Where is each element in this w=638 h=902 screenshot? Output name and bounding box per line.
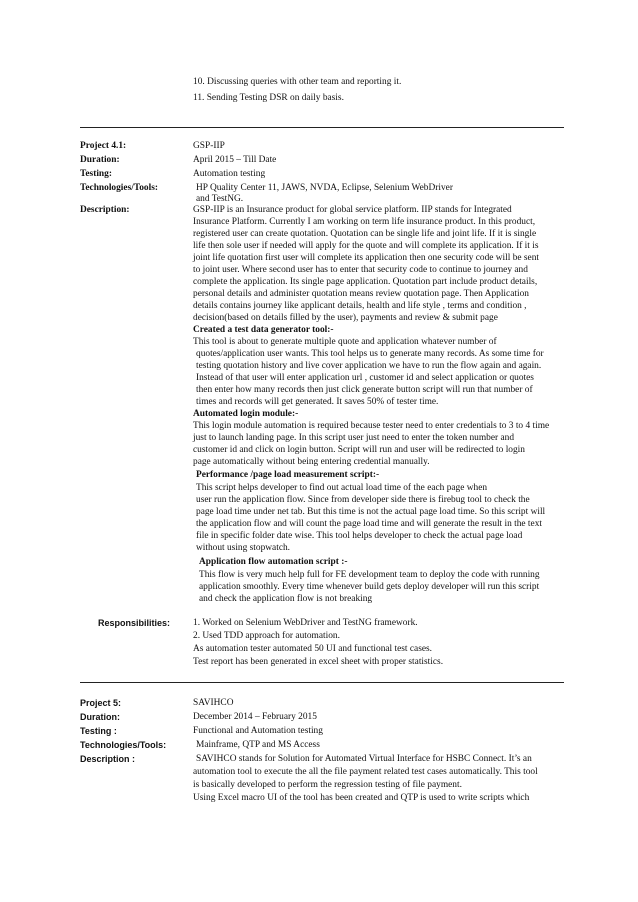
section-divider xyxy=(80,127,564,128)
description-line: automation tool to execute the all the file payment related test cases automatically. This tool xyxy=(193,767,538,777)
tool-data-line: times and records will get generated. It saves 50% of tester time. xyxy=(196,397,439,407)
project-label: Project 4.1: xyxy=(80,141,127,151)
description-line: details contains journey like applicant details, health and life style , terms and condition , xyxy=(193,301,527,311)
login-line: page automatically without being entering credential manually. xyxy=(193,457,430,467)
duration-label: Duration: xyxy=(80,712,120,722)
duration-label: Duration: xyxy=(80,155,120,165)
description-label: Description : xyxy=(80,754,136,764)
description-line: GSP-IIP is an Insurance product for global service platform. IIP stands for Integrated xyxy=(193,205,512,215)
duration-value: April 2015 – Till Date xyxy=(193,155,277,165)
intro-line: 10. Discussing queries with other team and reporting it. xyxy=(193,77,402,87)
project-name: SAVIHCO xyxy=(193,698,234,708)
testing-value: Functional and Automation testing xyxy=(193,726,323,736)
description-line: decision(based on details filled by the user), payments and review & submit page xyxy=(193,313,498,323)
description-line: joint life quotation first user will complete its application then one security code will be sent xyxy=(193,253,540,263)
description-line: Using Excel macro UI of the tool has been created and QTP is used to write scripts which xyxy=(193,793,530,803)
description-line: registered user can create quotation. Quotation can be single life and joint life. If it is single xyxy=(193,229,537,239)
responsibilities-label: Responsibilities: xyxy=(98,618,171,628)
perf-line: without using stopwatch. xyxy=(196,543,291,553)
login-heading: Automated login module:- xyxy=(193,409,299,419)
flow-line: and check the application flow is not breaking xyxy=(199,594,373,604)
perf-line: file in specific folder date wise. This tool helps developer to check the actual page load xyxy=(196,531,523,541)
testing-label: Testing : xyxy=(80,726,117,736)
technologies-value: and TestNG. xyxy=(196,194,244,204)
description-line: to joint user. Where second user has to enter that security code to continue to journey and xyxy=(193,265,528,275)
technologies-value: Mainframe, QTP and MS Access xyxy=(196,740,320,750)
technologies-value: HP Quality Center 11, JAWS, NVDA, Eclipse, Selenium WebDriver xyxy=(196,183,453,193)
tool-data-line: testing quotation history and live cover application we have to run the flow again and again. xyxy=(196,361,542,371)
login-line: just to launch landing page. In this script user just need to enter the token number and xyxy=(193,433,515,443)
tool-data-line: Instead of that user will enter application url , customer id and select application or quotes xyxy=(196,373,534,383)
responsibility-item: Test report has been generated in excel sheet with proper statistics. xyxy=(193,657,444,667)
perf-line: page load time under net tab. But this time is not the actual page load time. So this script will xyxy=(196,507,546,517)
responsibility-item: As automation tester automated 50 UI and functional test cases. xyxy=(193,644,432,654)
flow-line: This flow is very much help full for FE development team to deploy the code with running xyxy=(199,570,540,580)
testing-label: Testing: xyxy=(80,169,112,179)
flow-line: application smoothly. Every time whenever build gets deploy developer will run this script xyxy=(199,582,540,592)
description-line: personal details and administer quotation means review quotation page. Then Application xyxy=(193,289,529,299)
tool-data-line: This tool is about to generate multiple quote and application whatever number of xyxy=(193,337,497,347)
perf-line: user run the application flow. Since from developer side there is firebug tool to check the xyxy=(196,495,530,505)
technologies-label: Technologies/Tools: xyxy=(80,183,158,193)
project-label: Project 5: xyxy=(80,698,122,708)
description-line: complete the application. Its single page application. Quotation part include product details, xyxy=(193,277,538,287)
perf-heading: Performance /page load measurement script:- xyxy=(196,470,380,480)
project-name: GSP-IIP xyxy=(193,141,225,151)
login-line: customer id and click on login button. Script will run and user will be redirected to login xyxy=(193,445,525,455)
description-line: SAVIHCO stands for Solution for Automated Virtual Interface for HSBC Connect. It’s an xyxy=(196,754,532,764)
flow-heading: Application flow automation script :- xyxy=(199,557,348,567)
description-line: life then sole user if needed will apply for the quote and will complete its application. If it is xyxy=(193,241,539,251)
description-line: is basically developed to perform the regression testing of file payment. xyxy=(193,780,462,790)
duration-value: December 2014 – February 2015 xyxy=(193,712,317,722)
responsibility-item: 1. Worked on Selenium WebDriver and TestNG framework. xyxy=(193,618,418,628)
intro-line: 11. Sending Testing DSR on daily basis. xyxy=(193,93,344,103)
section-divider xyxy=(80,682,564,683)
description-line: Insurance Platform. Currently I am working on term life insurance product. In this product, xyxy=(193,217,536,227)
description-label: Description: xyxy=(80,205,130,215)
tool-data-line: quotes/application user wants. This tool helps us to generate many records. As some time for xyxy=(196,349,544,359)
technologies-label: Technologies/Tools: xyxy=(80,740,167,750)
tool-data-heading: Created a test data generator tool:- xyxy=(193,325,334,335)
perf-line: the application flow and will count the page load time and will generate the result in the text xyxy=(196,519,542,529)
login-line: This login module automation is required because tester need to enter credentials to 3 to 4 time xyxy=(193,421,550,431)
perf-line: This script helps developer to find out actual load time of the each page when xyxy=(196,483,488,493)
testing-value: Automation testing xyxy=(193,169,266,179)
responsibility-item: 2. Used TDD approach for automation. xyxy=(193,631,340,641)
tool-data-line: then enter how many records then just click generate button script will run that number of xyxy=(196,385,533,395)
